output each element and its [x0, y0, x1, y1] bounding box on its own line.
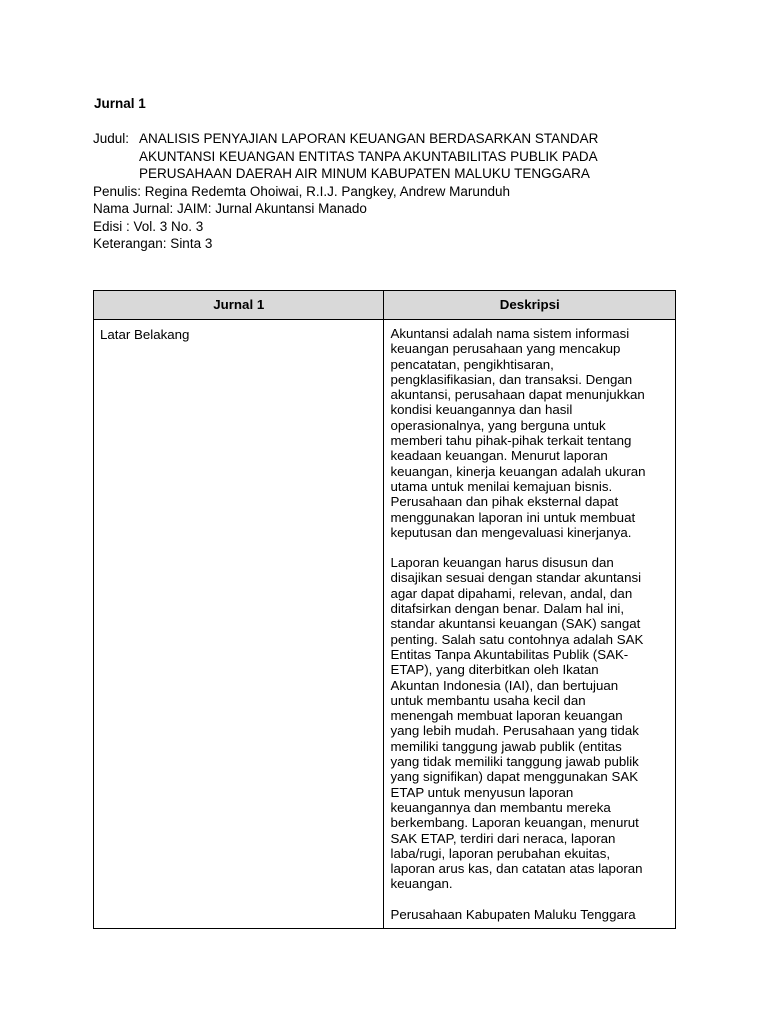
description-line: Entitas Tanpa Akuntabilitas Publik (SAK- [390, 646, 629, 662]
description-line: keadaan keuangan. Menurut laporan [390, 448, 608, 464]
description-line: Perusahaan Kabupaten Maluku Tenggara [390, 906, 636, 922]
table-header-jurnal: Jurnal 1 [94, 291, 384, 320]
description-line: laba/rugi, laporan perubahan ekuitas, [390, 845, 611, 861]
description-line: memberi tahu pihak-pihak terkait tentang [390, 433, 632, 449]
description-line: Laporan keuangan harus disusun dan [390, 555, 614, 571]
table-header-deskripsi: Deskripsi [384, 291, 676, 320]
keterangan-line: Keterangan: Sinta 3 [93, 236, 213, 251]
description-line: ETAP), yang diterbitkan oleh Ikatan [390, 662, 599, 678]
description-line: berkembang. Laporan keuangan, menurut [390, 815, 639, 831]
judul-text [139, 130, 693, 183]
description-line: disajikan sesuai dengan standar akuntansi [390, 570, 642, 586]
judul-line: PERUSAHAAN DAERAH AIR MINUM KABUPATEN MALUKU TENGGARA [139, 166, 590, 181]
nama-jurnal-line: Nama Jurnal: JAIM: Jurnal Akuntansi Manado [93, 201, 367, 216]
row-description-cell [384, 320, 676, 929]
description-line: yang lebih mudah. Perusahaan yang tidak [390, 723, 639, 739]
description-line: keuangan perusahaan yang mencakup [390, 341, 621, 357]
table-row [94, 320, 676, 929]
description-paragraph [390, 907, 669, 922]
edisi-line: Edisi : Vol. 3 No. 3 [93, 218, 204, 234]
description-line: memiliki tanggung jawab publik (entitas [390, 738, 622, 754]
description-line: keuangan, kinerja keuangan adalah ukuran [390, 463, 646, 479]
judul-row [93, 130, 693, 183]
description-line: pengklasifikasian, dan transaksi. Dengan [390, 371, 633, 387]
description-line: Perusahaan dan pihak eksternal dapat [390, 494, 619, 510]
description-line: keuangannya dan membantu mereka [390, 799, 611, 815]
judul-line: AKUNTANSI KEUANGAN ENTITAS TANPA AKUNTABILITAS PUBLIK PADA [139, 148, 598, 164]
description-line: kondisi keuangannya dan hasil [390, 402, 573, 418]
description-paragraph [390, 555, 669, 892]
row-label-cell [94, 320, 384, 929]
description-line: yang signifikan) dapat menggunakan SAK [390, 769, 639, 785]
description-line: Akuntan Indonesia (IAI), dan bertujuan [390, 677, 619, 693]
table-header-row [94, 291, 676, 320]
description-line: menggunakan laporan ini untuk membuat [390, 509, 636, 525]
description-line: agar dapat dipahami, relevan, andal, dan [390, 585, 633, 601]
description-line: standar akuntansi keuangan (SAK) sangat [390, 616, 641, 632]
description-line: ditafsirkan dengan benar. Dalam hal ini, [390, 601, 625, 617]
row-label: Latar Belakang [100, 327, 190, 342]
description-line: laporan arus kas, dan catatan atas laporan [390, 861, 643, 877]
description-line: yang tidak memiliki tanggung jawab publik [390, 754, 639, 770]
description-line: pencatatan, pengikhtisaran, [390, 356, 554, 372]
description-line: untuk membantu usaha kecil dan [390, 692, 586, 708]
description-line: keuangan. [390, 876, 453, 892]
description-line: penting. Salah satu contohnya adalah SAK [390, 631, 644, 647]
penulis-line: Penulis: Regina Redemta Ohoiwai, R.I.J. Pangkey, Andrew Marunduh [93, 183, 510, 199]
document-heading: Jurnal 1 [94, 96, 146, 111]
description-line: Akuntansi adalah nama sistem informasi [390, 326, 630, 341]
judul-label: Judul: [93, 131, 130, 146]
description-line: ETAP untuk menyusun laporan [390, 784, 574, 800]
description-line: operasionalnya, yang berguna untuk [390, 417, 606, 433]
description-line: menengah membuat laporan keuangan [390, 708, 623, 724]
description-line: SAK ETAP, terdiri dari neraca, laporan [390, 830, 616, 846]
description-line: keputusan dan mengevaluasi kinerjanya. [390, 524, 632, 540]
journal-table [93, 290, 676, 929]
journal-metadata [93, 130, 693, 253]
description-line: utama untuk menilai kemajuan bisnis. [390, 478, 613, 494]
judul-line: ANALISIS PENYAJIAN LAPORAN KEUANGAN BERDASARKAN STANDAR [139, 131, 599, 146]
description-line: akuntansi, perusahaan dapat menunjukkan [390, 387, 645, 403]
description-paragraph [390, 326, 669, 540]
